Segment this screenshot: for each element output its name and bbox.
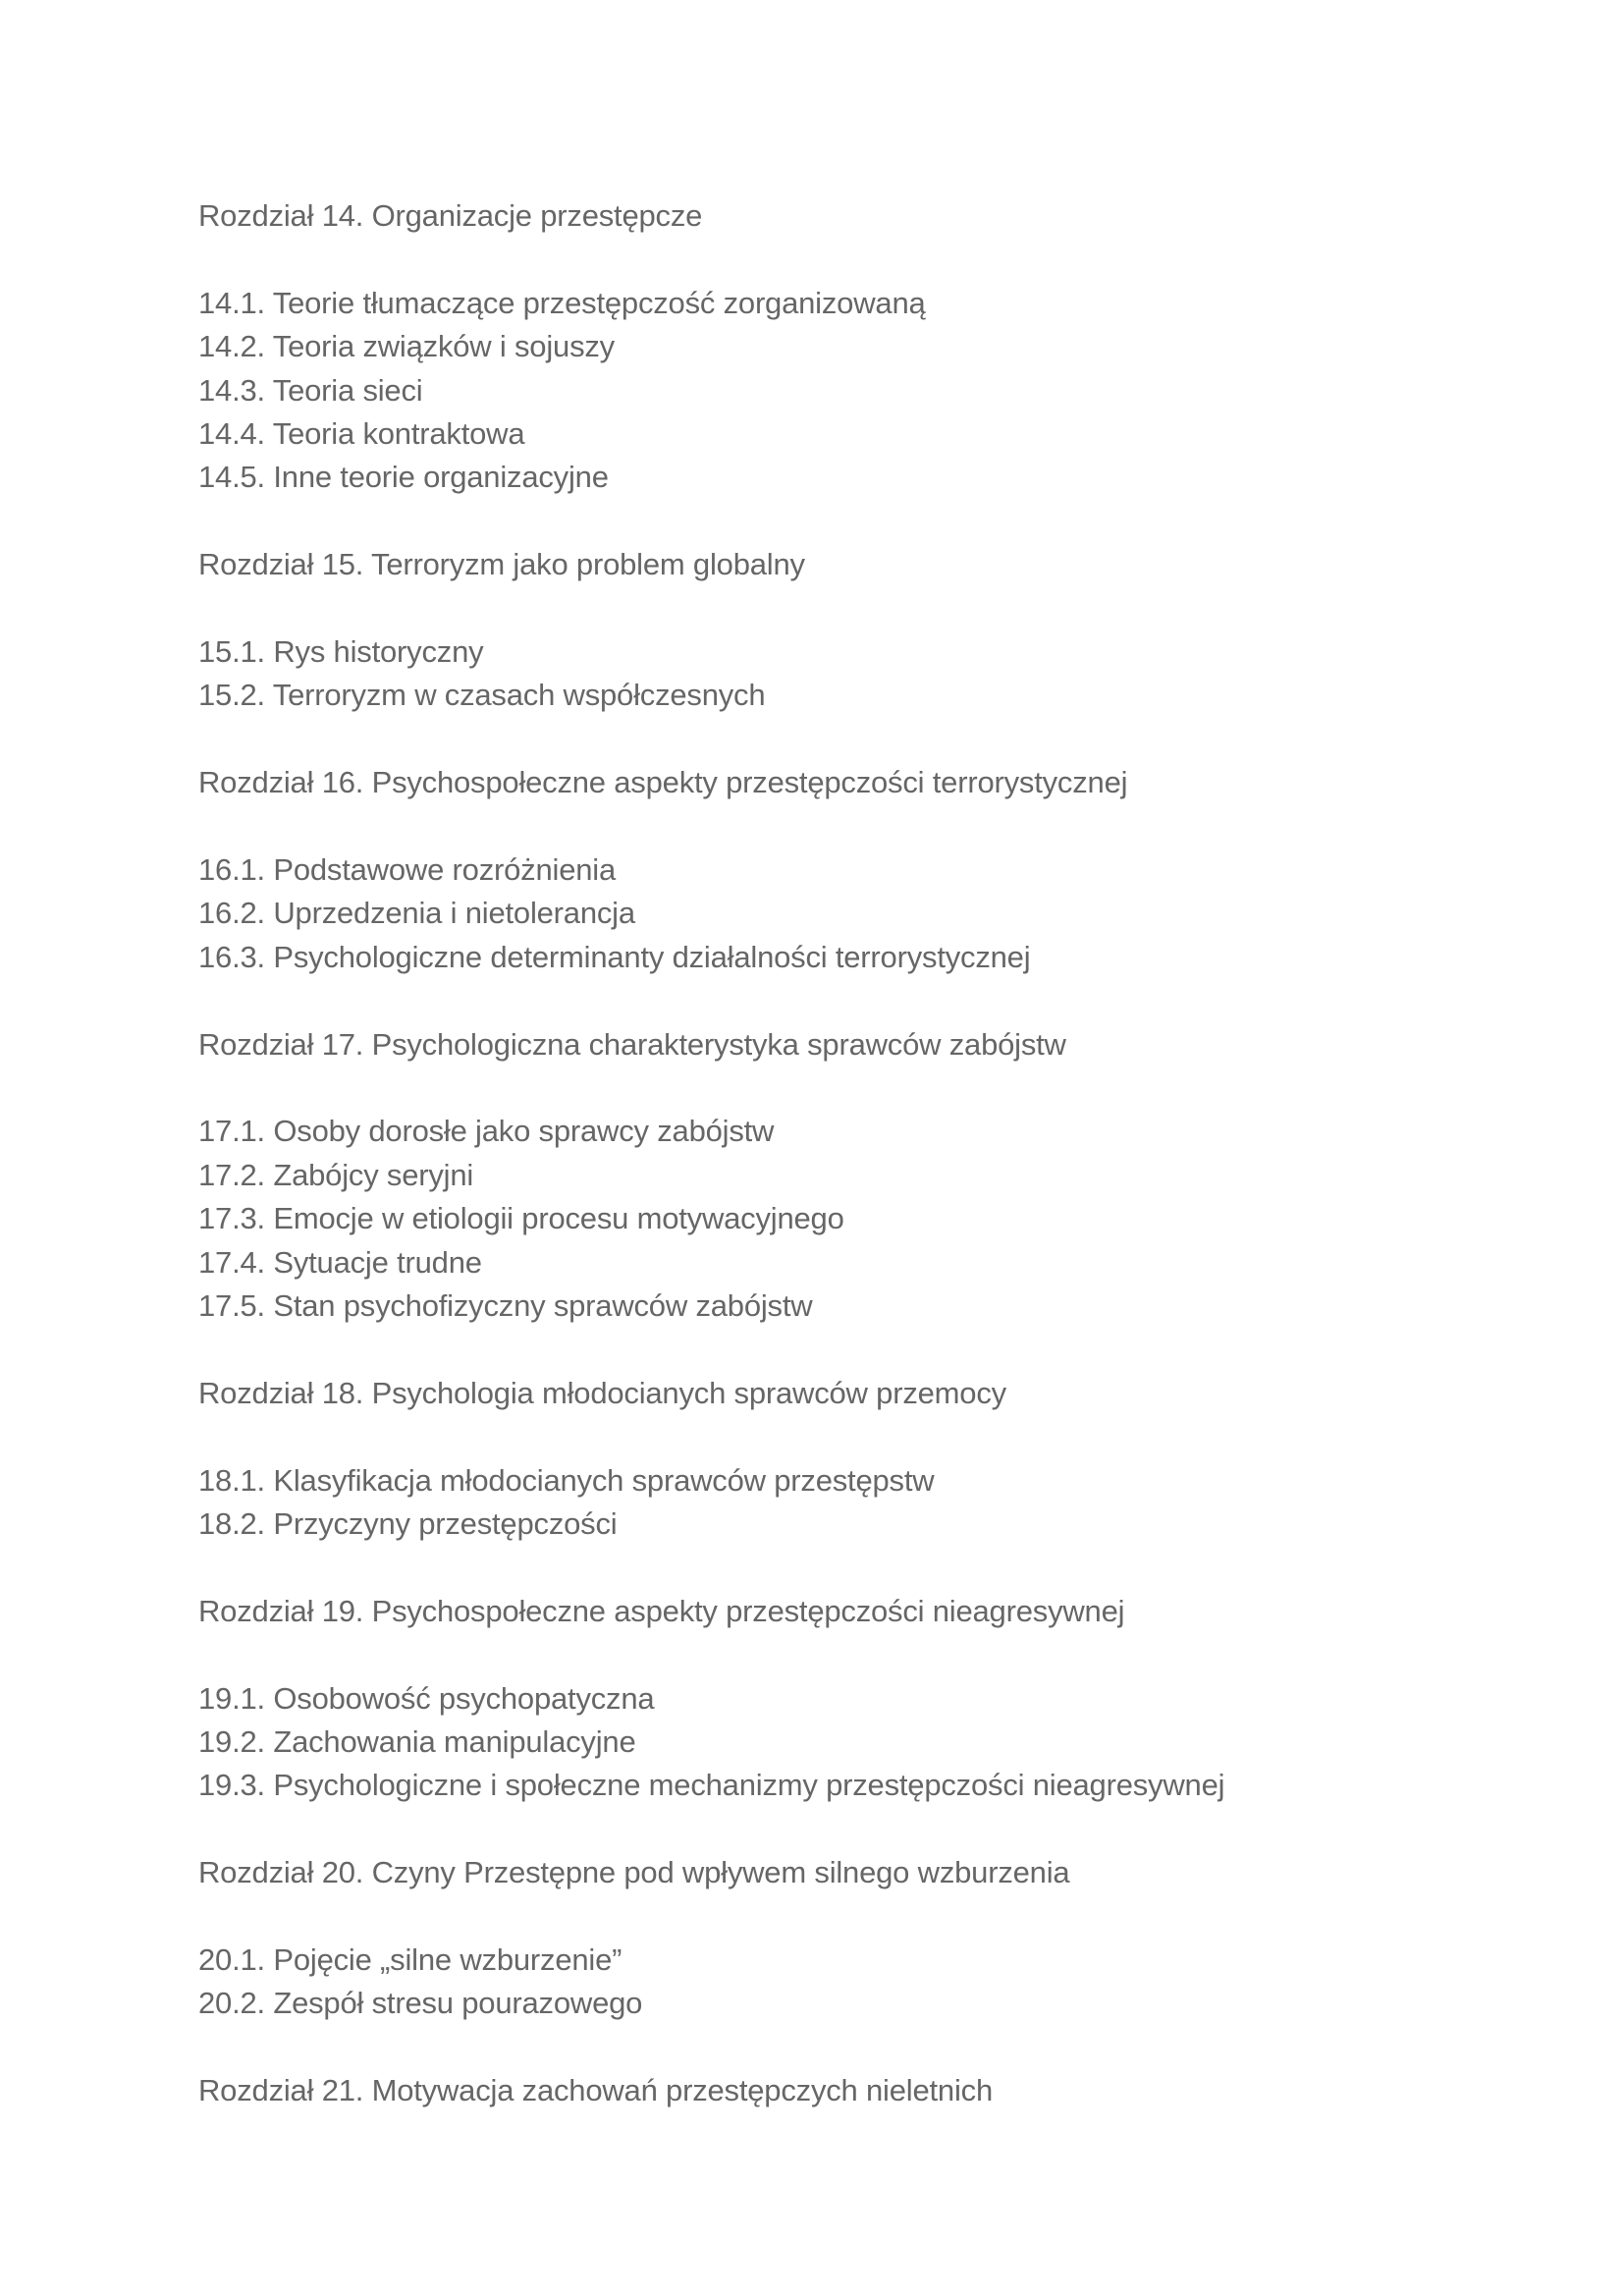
section-item: 19.3. Psychologiczne i społeczne mechanizmy przestępczości nieagresywnej — [198, 1768, 1225, 1803]
section-item: 19.1. Osobowość psychopatyczna — [198, 1680, 655, 1716]
chapter-title: Rozdział 15. Terroryzm jako problem globalny — [198, 547, 805, 582]
section-item: 19.2. Zachowania manipulacyjne — [198, 1724, 636, 1760]
section-list — [198, 1677, 1475, 1808]
chapter-16 — [198, 761, 1475, 979]
section-item: 17.5. Stan psychofizyczny sprawców zabójstw — [198, 1288, 813, 1324]
chapter-15 — [198, 543, 1475, 718]
section-list — [198, 1110, 1475, 1328]
chapter-title: Rozdział 20. Czyny Przestępne pod wpływem silnego wzburzenia — [198, 1855, 1070, 1890]
section-item: 14.1. Teorie tłumaczące przestępczość zorganizowaną — [198, 285, 926, 320]
section-item: 14.3. Teoria sieci — [198, 372, 423, 408]
section-list — [198, 1459, 1475, 1547]
section-list — [198, 848, 1475, 979]
chapter-title: Rozdział 14. Organizacje przestępcze — [198, 198, 703, 233]
section-item: 17.1. Osoby dorosłe jako sprawcy zabójstw — [198, 1114, 775, 1149]
chapter-19 — [198, 1590, 1475, 1808]
chapter-20 — [198, 1851, 1475, 2026]
chapter-title: Rozdział 21. Motywacja zachowań przestępczych nieletnich — [198, 2073, 993, 2108]
chapter-14 — [198, 194, 1475, 500]
section-item: 17.2. Zabójcy seryjni — [198, 1157, 474, 1192]
chapter-21 — [198, 2069, 1475, 2112]
section-item: 15.2. Terroryzm w czasach współczesnych — [198, 678, 766, 713]
section-item: 18.1. Klasyfikacja młodocianych sprawców przestępstw — [198, 1462, 935, 1498]
chapter-title: Rozdział 16. Psychospołeczne aspekty przestępczości terrorystycznej — [198, 765, 1128, 800]
section-list — [198, 1939, 1475, 2026]
section-item: 20.2. Zespół stresu pourazowego — [198, 1986, 643, 2021]
section-item: 18.2. Przyczyny przestępczości — [198, 1506, 618, 1542]
section-item: 14.4. Teoria kontraktowa — [198, 416, 525, 452]
section-list — [198, 630, 1475, 718]
section-list — [198, 282, 1475, 500]
chapter-title: Rozdział 18. Psychologia młodocianych sprawców przemocy — [198, 1375, 1006, 1410]
chapter-title: Rozdział 17. Psychologiczna charakterystyka sprawców zabójstw — [198, 1026, 1066, 1062]
section-item: 16.1. Podstawowe rozróżnienia — [198, 852, 617, 888]
section-item: 14.5. Inne teorie organizacyjne — [198, 460, 609, 495]
section-item: 16.2. Uprzedzenia i nietolerancja — [198, 896, 635, 931]
section-item: 17.3. Emocje w etiologii procesu motywacyjnego — [198, 1201, 844, 1236]
section-item: 17.4. Sytuacje trudne — [198, 1244, 482, 1280]
table-of-contents — [198, 194, 1475, 2113]
chapter-title: Rozdział 19. Psychospołeczne aspekty przestępczości nieagresywnej — [198, 1593, 1125, 1628]
section-item: 15.1. Rys historyczny — [198, 634, 484, 670]
section-item: 14.2. Teoria związków i sojuszy — [198, 329, 615, 364]
chapter-17 — [198, 1023, 1475, 1329]
section-item: 16.3. Psychologiczne determinanty działalności terrorystycznej — [198, 939, 1031, 974]
section-item: 20.1. Pojęcie „silne wzburzenie” — [198, 1942, 623, 1978]
chapter-18 — [198, 1372, 1475, 1547]
